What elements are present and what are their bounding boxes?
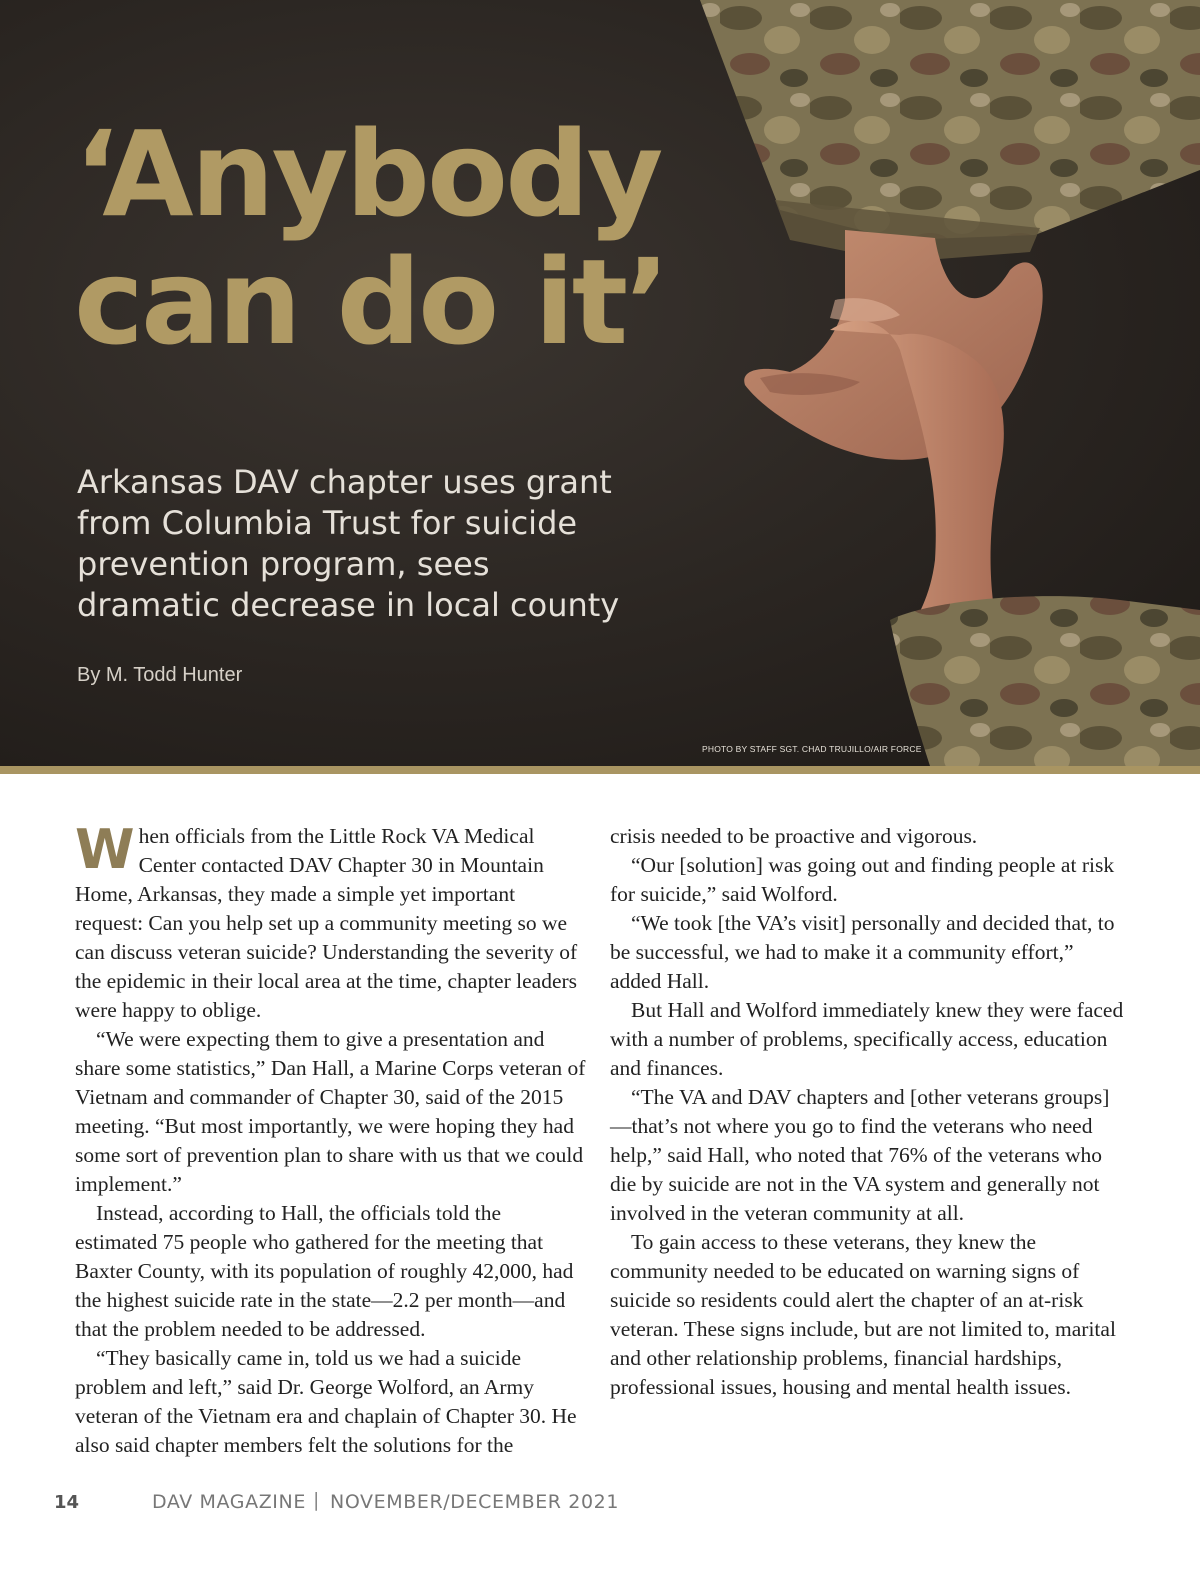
article-deck: Arkansas DAV chapter uses grant from Columbia Trust for suicide prevention program, sees dramatic decrease in local county <box>77 463 620 624</box>
footer-separator: | <box>313 1489 320 1511</box>
article-paragraph: “We were expecting them to give a presentation and share some statistics,” Dan Hall, a Marine Corps veteran of Vietnam and commander of Chapter 30, said of the 2015 meeting. “But most importantly, we were hoping they had some sort of prevention plan to share with us that we could implement.” <box>75 1027 586 1196</box>
byline: By M. Todd Hunter <box>77 664 243 686</box>
upper-camo-sleeve <box>700 0 1200 240</box>
headline-line-2: can do it’ <box>74 233 667 371</box>
article-paragraph: “They basically came in, told us we had a suicide problem and left,” said Dr. George Wolford, an Army veteran of the Vietnam era and chaplain of Chapter 30. He also said chapter members felt the solutions for the <box>75 1346 577 1457</box>
article-paragraph: “The VA and DAV chapters and [other veterans groups]—that’s not where you go to find the veterans who need help,” said Hall, who noted that 76% of the veterans who die by suicide are not in the VA system and generally not involved in the veteran community at all. <box>610 1085 1110 1225</box>
page-footer <box>54 1489 620 1513</box>
article-paragraph: To gain access to these veterans, they knew the community needed to be educated on warning signs of suicide so residents could alert the chapter of an at-risk veteran. These signs include, but are not limited to, marital and other relationship problems, financial hardships, professional issues, housing and mental health issues. <box>610 1230 1116 1399</box>
article-paragraph: “Our [solution] was going out and finding people at risk for suicide,” said Wolford. <box>610 853 1115 906</box>
article-paragraph: “We took [the VA’s visit] personally and decided that, to be successful, we had to make it a community effort,” added Hall. <box>610 911 1115 993</box>
accent-divider <box>0 766 1200 774</box>
article-paragraph: crisis needed to be proactive and vigorous. <box>610 824 978 848</box>
publication-name: DAV MAGAZINE <box>152 1491 306 1513</box>
drop-cap: W <box>75 818 135 881</box>
issue-date: NOVEMBER/DECEMBER 2021 <box>330 1491 620 1513</box>
article-headline <box>74 105 667 371</box>
hero-photo-banner <box>0 0 1200 766</box>
article-column-left <box>75 818 587 1460</box>
headline-line-1: ‘Anybody <box>74 105 661 243</box>
article-paragraph: When officials from the Little Rock VA Medical Center contacted DAV Chapter 30 in Mountain Home, Arkansas, they made a simple yet important request: Can you help set up a community meeting so we can discuss veteran suicide? Understanding the severity of the epidemic in their local area at the time, chapter leaders were happy to oblige. <box>75 818 578 1022</box>
page-number: 14 <box>54 1492 80 1513</box>
article-paragraph: But Hall and Wolford immediately knew they were faced with a number of problems, specifically access, education and finances. <box>610 998 1124 1080</box>
lower-camo-sleeve <box>890 596 1200 766</box>
article-paragraph: Instead, according to Hall, the officials told the estimated 75 people who gathered for the meeting that Baxter County, with its population of roughly 42,000, had the highest suicide rate in the state—2.2 per month—and that the problem needed to be addressed. <box>75 1201 574 1341</box>
photo-credit: PHOTO BY STAFF SGT. CHAD TRUJILLO/AIR FORCE <box>702 744 922 754</box>
article-column-right <box>610 822 1125 1402</box>
